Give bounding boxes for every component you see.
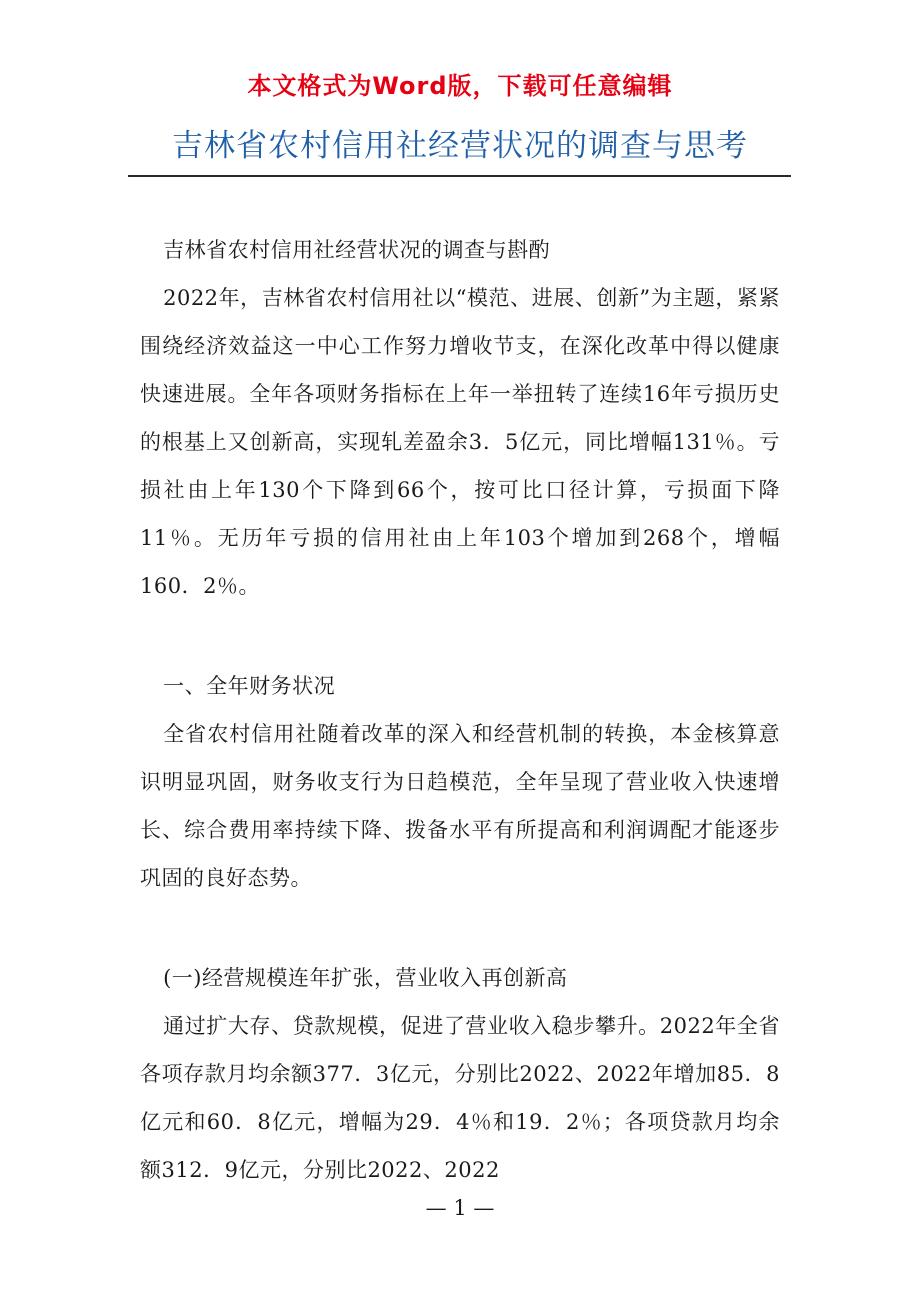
document-body [140, 226, 780, 1194]
document-title: 吉林省农村信用社经营状况的调查与思考 [172, 128, 748, 164]
page-number: — 1 — [425, 1196, 495, 1220]
format-banner: 本文格式为Word版，下载可任意编辑 [247, 72, 673, 100]
intro-paragraph: 2022年，吉林省农村信用社以“模范、进展、创新”为主题，紧紧围绕经济效益这一中心工作努力增收节支，在深化改革中得以健康快速进展。全年各项财务指标在上年一举扭转了连续16年亏损历史的根基上又创新高，实现轧差盈余3．5亿元，同比增幅131％。亏损社由上年130个下降到66个，按可比口径计算，亏损面下降11％。无历年亏损的信用社由上年103个增加到268个，增幅160．2％。 [140, 286, 780, 598]
section-heading: 一、全年财务状况 [163, 674, 336, 698]
subsection-heading: (一)经营规模连年扩张，营业收入再创新高 [163, 966, 568, 990]
header-divider [128, 175, 791, 177]
body-subtitle: 吉林省农村信用社经营状况的调查与斟酌 [163, 238, 551, 262]
subsection-paragraph: 通过扩大存、贷款规模，促进了营业收入稳步攀升。2022年全省各项存款月均余额377．3亿元，分别比2022、2022年增加85．8亿元和60．8亿元，增幅为29．4％和19．2％；各项贷款月均余额312．9亿元，分别比2022、2022 [140, 1014, 780, 1182]
section-paragraph: 全省农村信用社随着改革的深入和经营机制的转换，本金核算意识明显巩固，财务收支行为日趋模范，全年呈现了营业收入快速增长、综合费用率持续下降、拨备水平有所提高和利润调配才能逐步巩固的良好态势。 [140, 722, 780, 890]
